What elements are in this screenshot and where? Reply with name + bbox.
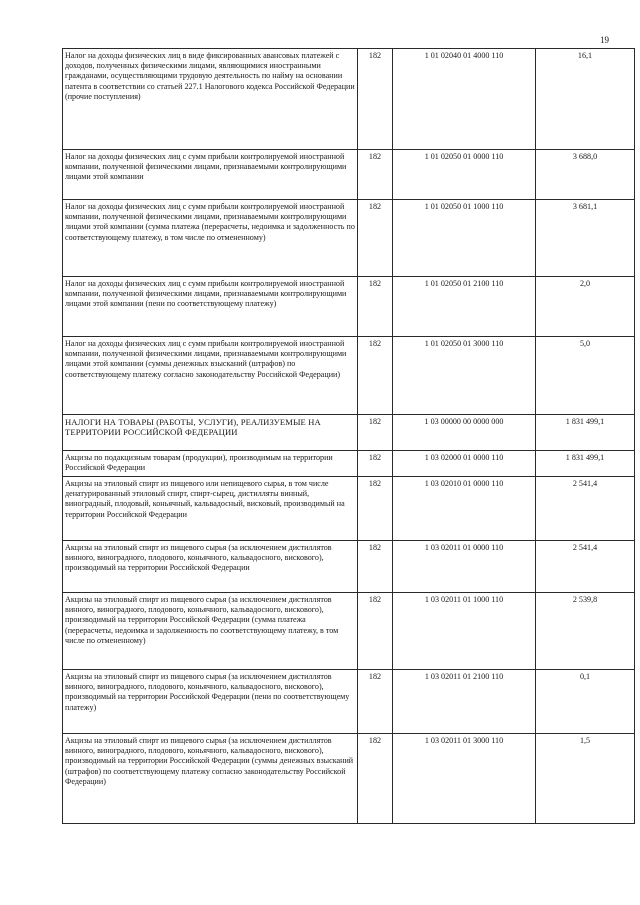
amount: 5,0 (536, 337, 635, 415)
revenue-name: Налог на доходы физических лиц в виде фиксированных авансовых платежей с доходов, полученных физическими лицами, являющимися иностранными гражданами, осуществляющими трудовую деятельность по найму на основании патента в соответствии со статьей 227.1 Налогового кодекса Российской Федерации (прочие поступления) (63, 49, 358, 150)
amount: 3 681,1 (536, 200, 635, 277)
budget-classification-code: 1 03 02011 01 0000 110 (393, 541, 536, 593)
table-row (63, 734, 635, 824)
budget-classification-code: 1 03 02010 01 0000 110 (393, 477, 536, 541)
budget-classification-code: 1 03 00000 00 0000 000 (393, 415, 536, 451)
administrator-code: 182 (358, 337, 393, 415)
administrator-code: 182 (358, 670, 393, 734)
revenue-name: Акцизы на этиловый спирт из пищевого сырья (за исключением дистиллятов винного, виноградного, плодового, коньячного, кальвадосного, вискового), производимый на территории Российской Федерации (пени по соответствующему платежу) (63, 670, 358, 734)
table-row (63, 670, 635, 734)
administrator-code: 182 (358, 541, 393, 593)
amount: 2 541,4 (536, 477, 635, 541)
table-row (63, 277, 635, 337)
table-row (63, 477, 635, 541)
amount: 2 539,8 (536, 593, 635, 670)
administrator-code: 182 (358, 277, 393, 337)
table-row (63, 593, 635, 670)
budget-classification-code: 1 03 02011 01 2100 110 (393, 670, 536, 734)
revenue-table (62, 48, 635, 824)
administrator-code: 182 (358, 734, 393, 824)
amount: 16,1 (536, 49, 635, 150)
table-row (63, 337, 635, 415)
revenue-name: Акцизы на этиловый спирт из пищевого сырья (за исключением дистиллятов винного, виноградного, плодового, коньячного, кальвадосного, вискового), производимый на территории Российской Федерации (суммы денежных взысканий (штрафов) по соответствующему платежу согласно законодательству Российской Федерации) (63, 734, 358, 824)
amount: 2 541,4 (536, 541, 635, 593)
page-number: 19 (600, 35, 609, 45)
amount: 1,5 (536, 734, 635, 824)
revenue-name: НАЛОГИ НА ТОВАРЫ (РАБОТЫ, УСЛУГИ), РЕАЛИЗУЕМЫЕ НА ТЕРРИТОРИИ РОССИЙСКОЙ ФЕДЕРАЦИИ (63, 415, 358, 451)
amount: 3 688,0 (536, 150, 635, 200)
amount: 0,1 (536, 670, 635, 734)
table-row (63, 200, 635, 277)
administrator-code: 182 (358, 150, 393, 200)
table-row-section (63, 415, 635, 451)
revenue-name: Акцизы на этиловый спирт из пищевого сырья (за исключением дистиллятов винного, виноградного, плодового, коньячного, кальвадосного, вискового), производимый на территории Российской Федерации (сумма платежа (перерасчеты, недоимка и задолженность по соответствующему платежу, в том числе по отмененному) (63, 593, 358, 670)
revenue-name: Налог на доходы физических лиц с сумм прибыли контролируемой иностранной компании, полученной физическими лицами, признаваемыми контролирующими лицами этой компании (пени по соответствующему платежу) (63, 277, 358, 337)
budget-classification-code: 1 03 02011 01 1000 110 (393, 593, 536, 670)
revenue-name: Налог на доходы физических лиц с сумм прибыли контролируемой иностранной компании, полученной физическими лицами, признаваемыми контролирующими лицами этой компании (суммы денежных взысканий (штрафов) по соответствующему платежу согласно законодательству Российской Федерации) (63, 337, 358, 415)
revenue-name: Налог на доходы физических лиц с сумм прибыли контролируемой иностранной компании, полученной физическими лицами, признаваемыми контролирующими лицами этой компании (63, 150, 358, 200)
revenue-name: Акцизы на этиловый спирт из пищевого сырья (за исключением дистиллятов винного, виноградного, плодового, коньячного, кальвадосного, вискового), производимый на территории Российской Федерации (63, 541, 358, 593)
revenue-name: Акцизы на этиловый спирт из пищевого или непищевого сырья, в том числе денатурированный этиловый спирт, спирт-сырец, дистилляты винный, виноградный, плодовый, коньячный, кальвадосный, висковый, производимый на территории Российской Федерации (63, 477, 358, 541)
amount: 1 831 499,1 (536, 451, 635, 477)
administrator-code: 182 (358, 49, 393, 150)
amount: 2,0 (536, 277, 635, 337)
amount: 1 831 499,1 (536, 415, 635, 451)
budget-classification-code: 1 01 02050 01 0000 110 (393, 150, 536, 200)
administrator-code: 182 (358, 200, 393, 277)
administrator-code: 182 (358, 477, 393, 541)
budget-classification-code: 1 03 02011 01 3000 110 (393, 734, 536, 824)
administrator-code: 182 (358, 593, 393, 670)
table-row (63, 541, 635, 593)
table-row (63, 150, 635, 200)
table-row (63, 451, 635, 477)
table-row (63, 49, 635, 150)
budget-classification-code: 1 01 02050 01 2100 110 (393, 277, 536, 337)
budget-classification-code: 1 01 02050 01 3000 110 (393, 337, 536, 415)
budget-classification-code: 1 01 02050 01 1000 110 (393, 200, 536, 277)
administrator-code: 182 (358, 415, 393, 451)
budget-classification-code: 1 03 02000 01 0000 110 (393, 451, 536, 477)
administrator-code: 182 (358, 451, 393, 477)
revenue-name: Налог на доходы физических лиц с сумм прибыли контролируемой иностранной компании, полученной физическими лицами, признаваемыми контролирующими лицами этой компании (сумма платежа (перерасчеты, недоимка и задолженность по соответствующему платежу, в том числе по отмененному) (63, 200, 358, 277)
revenue-name: Акцизы по подакцизным товарам (продукции), производимым на территории Российской Федерации (63, 451, 358, 477)
budget-classification-code: 1 01 02040 01 4000 110 (393, 49, 536, 150)
